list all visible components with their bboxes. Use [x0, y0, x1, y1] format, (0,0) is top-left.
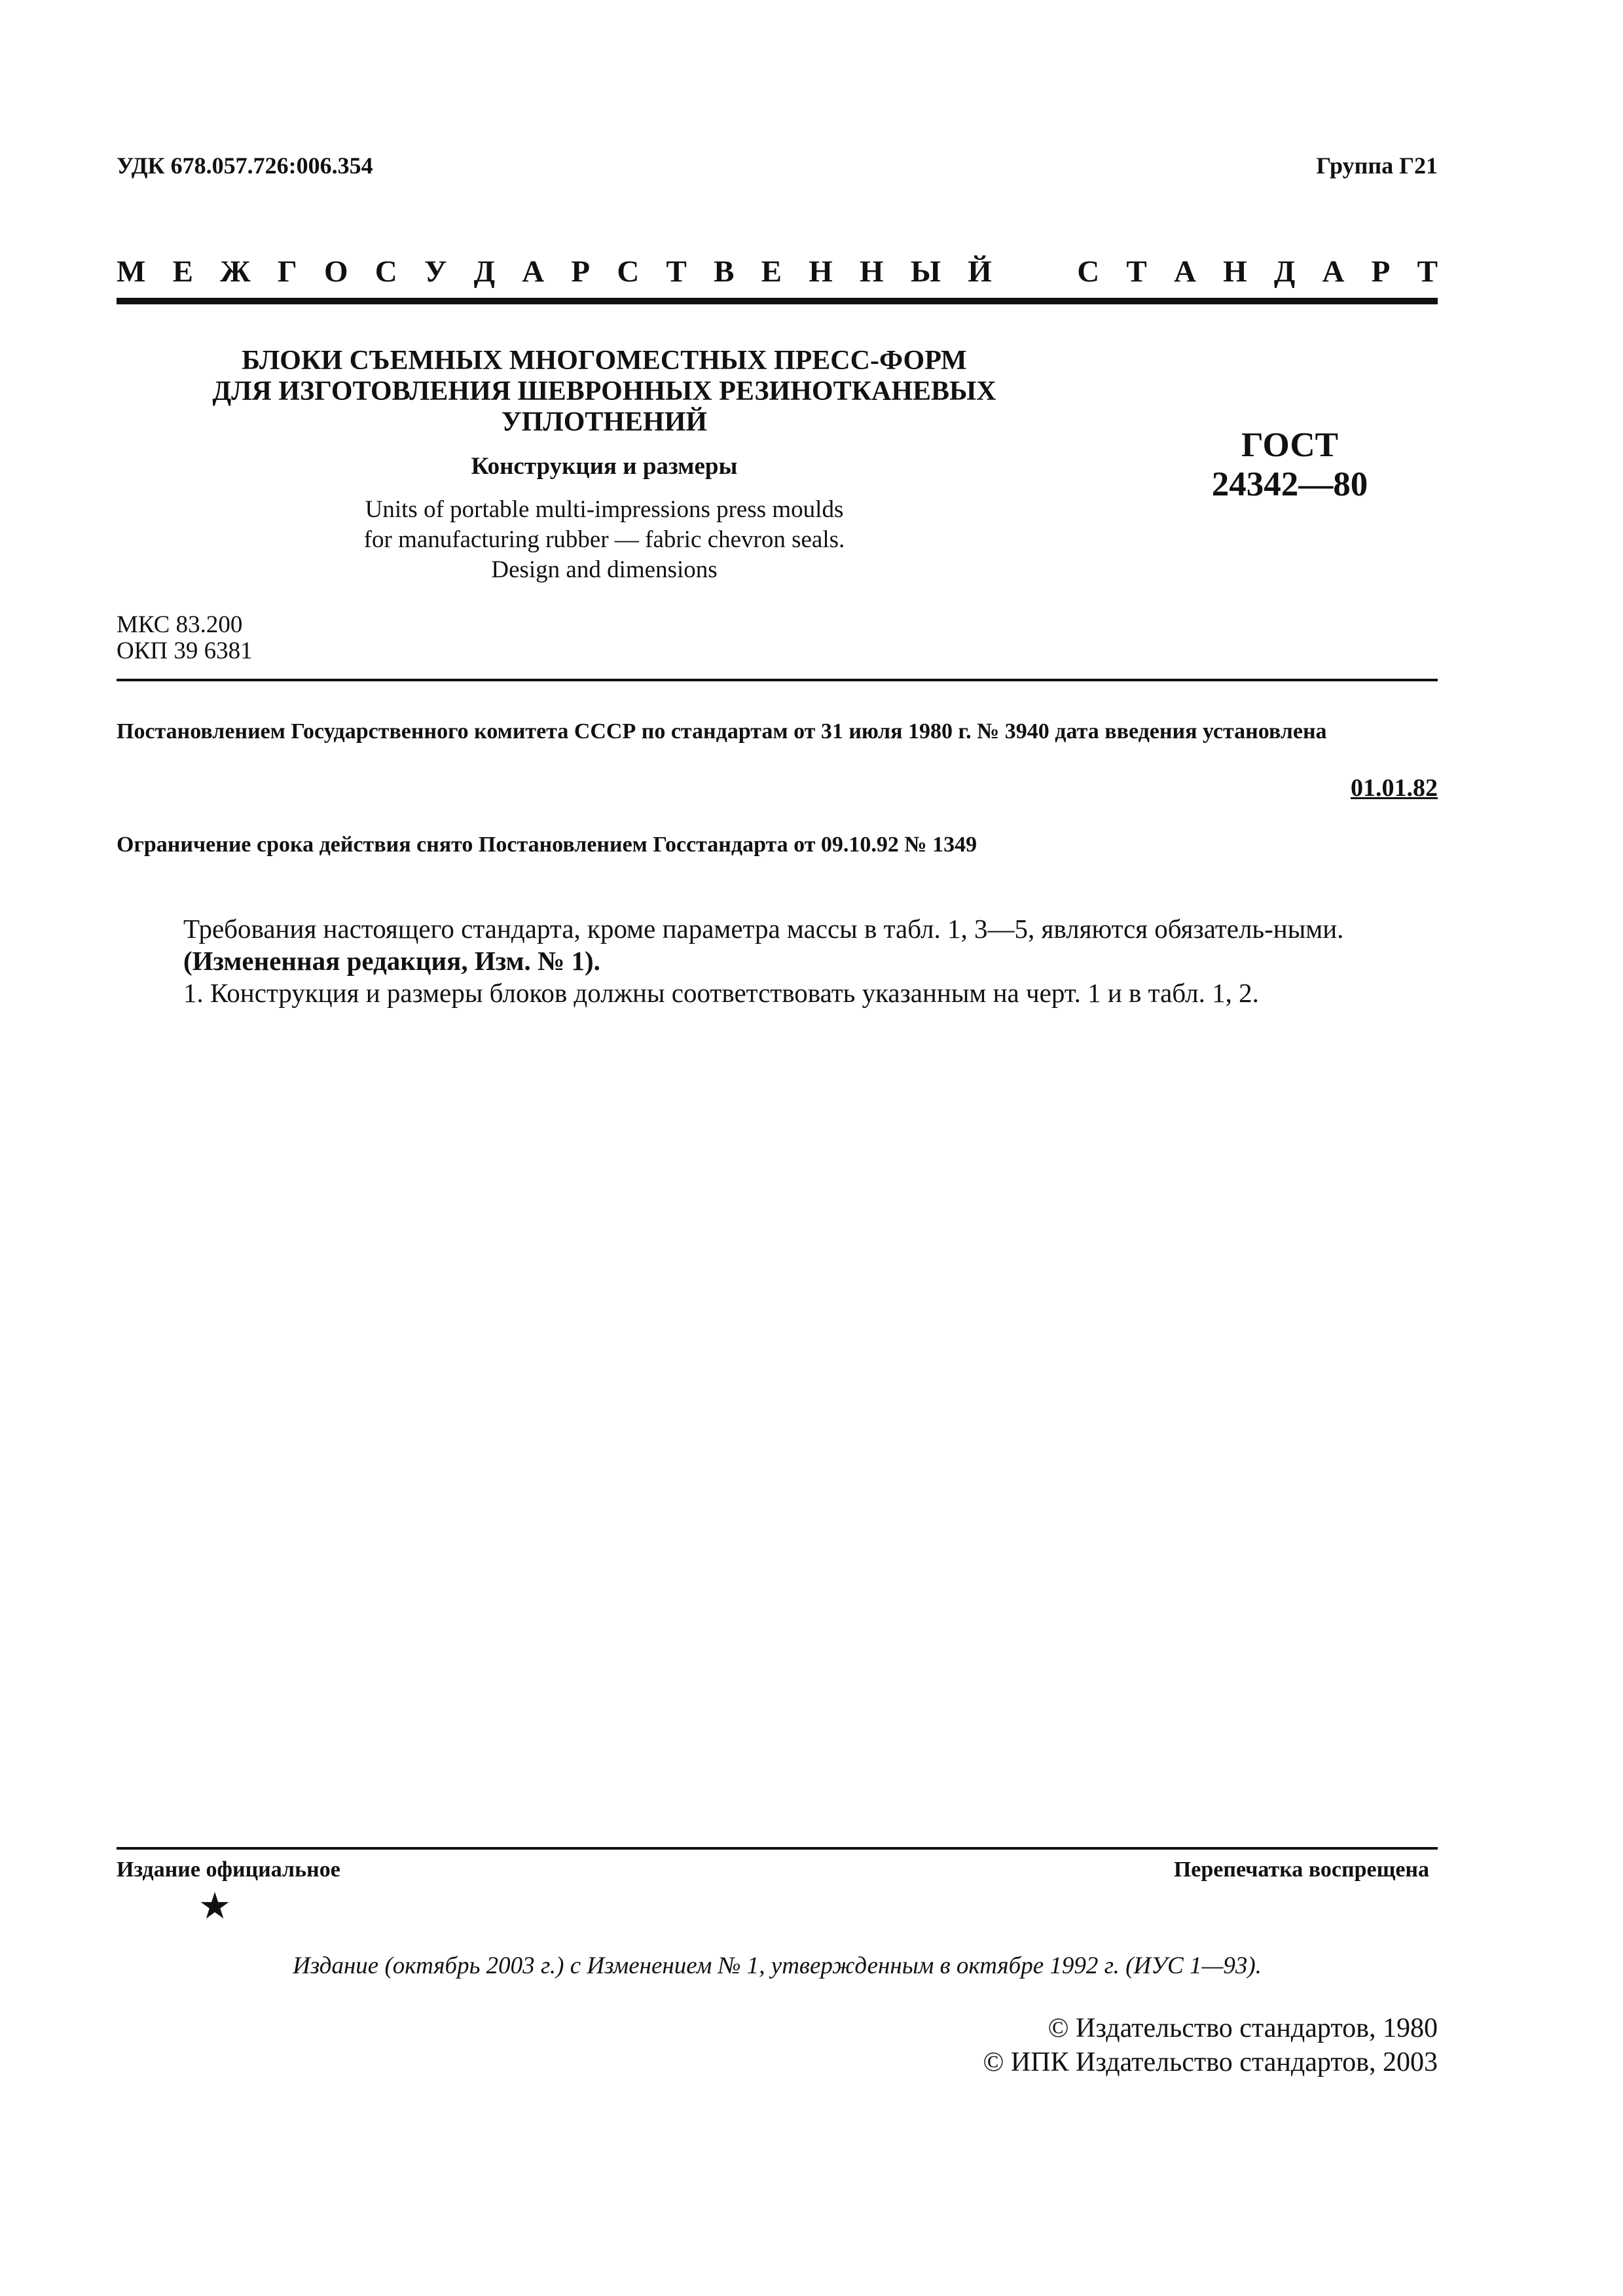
title-block [117, 346, 1092, 585]
title-line: БЛОКИ СЪЕМНЫХ МНОГОМЕСТНЫХ ПРЕСС-ФОРМ [242, 346, 967, 376]
edition-note: Издание (октябрь 2003 г.) с Изменением № 1, утвержденным в октябре 1992 г. (ИУС 1—93). [293, 1952, 1262, 1979]
banner-letter: В [714, 255, 735, 289]
banner-letter: Е [761, 255, 782, 289]
udk-code: УДК 678.057.726:006.354 [117, 152, 373, 179]
banner-letter: А [522, 255, 545, 289]
english-title-line: for manufacturing rubber — fabric chevron seals. [363, 526, 845, 553]
banner-rule [117, 298, 1438, 304]
requirements-paragraph: Требования настоящего стандарта, кроме параметра массы в табл. 1, 3—5, являются обязатель-ными. [183, 914, 1344, 944]
document-subtitle: Конструкция и размеры [471, 453, 738, 480]
banner-letter: Т [1417, 255, 1438, 289]
banner-letter: О [324, 255, 348, 289]
reprint-prohibited: Перепечатка воспрещена [1173, 1857, 1429, 1882]
introduction-date: 01.01.82 [1351, 774, 1438, 802]
copyright-block [983, 2011, 1438, 2079]
banner-letter: Ж [220, 255, 251, 289]
standard-banner [117, 254, 1438, 289]
banner-letter: А [1322, 255, 1345, 289]
banner-letter: С [617, 255, 640, 289]
official-edition: Издание официальное [117, 1857, 340, 1882]
document-title [117, 346, 1092, 438]
banner-letter: Ы [910, 255, 941, 289]
amendment-note: (Измененная редакция, Изм. № 1). [183, 946, 600, 976]
gost-number [1172, 425, 1408, 504]
star-icon: ★ [198, 1886, 232, 1927]
banner-letter: Р [1371, 255, 1391, 289]
banner-letter: У [424, 255, 447, 289]
clause-1: 1. Конструкция и размеры блоков должны соответствовать указанным на черт. 1 и в табл. 1, 2. [183, 978, 1259, 1008]
copyright-line: © Издательство стандартов, 1980 [1048, 2013, 1438, 2043]
banner-letter: А [1173, 255, 1196, 289]
banner-letter: Р [571, 255, 591, 289]
banner-letter: Д [473, 255, 496, 289]
banner-letter: Т [1126, 255, 1147, 289]
banner-letter: М [117, 255, 146, 289]
title-line: ДЛЯ ИЗГОТОВЛЕНИЯ ШЕВРОННЫХ РЕЗИНОТКАНЕВЫХ [212, 376, 996, 406]
mks-code: МКС 83.200 [117, 611, 243, 638]
english-title-line: Design and dimensions [491, 556, 718, 583]
english-title [117, 495, 1092, 585]
banner-letter: Г [277, 255, 297, 289]
gost-label: ГОСТ [1241, 426, 1338, 464]
limitation-note: Ограничение срока действия снято Постановлением Госстандарта от 09.10.92 № 1349 [117, 833, 977, 857]
title-line: УПЛОТНЕНИЙ [501, 407, 708, 437]
decree-text: Постановлением Государственного комитета СССР по стандартам от 31 июля 1980 г. № 3940 дата введения установлена [117, 719, 1327, 744]
classification-codes [117, 612, 253, 664]
banner-letter: Н [809, 255, 833, 289]
copyright-line: © ИПК Издательство стандартов, 2003 [983, 2047, 1438, 2077]
banner-letter: Н [1223, 255, 1247, 289]
banner-letter: С [1077, 255, 1100, 289]
footer-rule [117, 1847, 1438, 1850]
header-rule [117, 679, 1438, 681]
okp-code: ОКП 39 6381 [117, 637, 253, 664]
english-title-line: Units of portable multi-impressions press moulds [365, 496, 844, 523]
group-code: Группа Г21 [1316, 152, 1438, 179]
banner-letter: С [374, 255, 397, 289]
banner-letter: Й [968, 255, 992, 289]
banner-letter: Н [860, 255, 884, 289]
banner-letter: Д [1273, 255, 1296, 289]
gost-code: 24342—80 [1211, 465, 1368, 503]
banner-letter: Т [666, 255, 687, 289]
banner-word-gap [1019, 254, 1050, 289]
body-text [117, 913, 1438, 1009]
banner-letter: Е [172, 255, 193, 289]
